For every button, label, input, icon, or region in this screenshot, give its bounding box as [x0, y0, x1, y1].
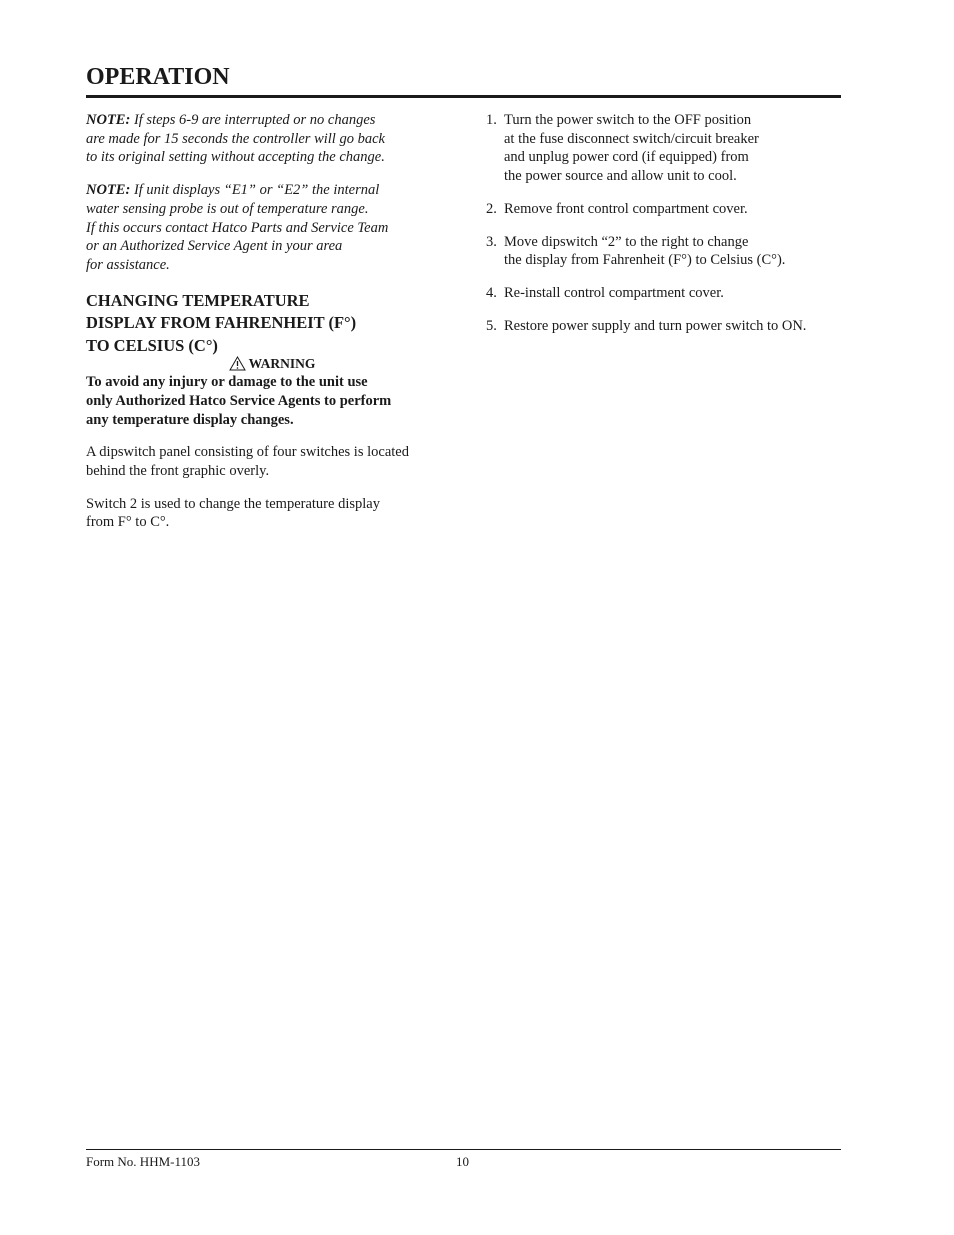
step-line: Turn the power switch to the OFF position [504, 112, 752, 128]
step-item [486, 233, 856, 270]
note-label: NOTE: [86, 182, 131, 199]
note-text: If steps 6-9 are interrupted or no changes [130, 112, 376, 128]
step-line: Remove front control compartment cover. [504, 200, 748, 217]
note-label: NOTE: [86, 112, 131, 128]
paragraph-line: Switch 2 is used to change the temperature display [86, 495, 380, 512]
note-text: If unit displays “E1” or “E2” the internal [130, 182, 380, 199]
title-rule [86, 95, 841, 98]
heading-line: DISPLAY FROM FAHRENHEIT (F°) [86, 313, 357, 333]
step-item [486, 317, 856, 336]
step-item [486, 284, 856, 303]
form-number: Form No. HHM-1103 [86, 1154, 200, 1169]
note-line: or an Authorized Service Agent in your area [86, 238, 343, 255]
footer-rule [86, 1149, 841, 1150]
step-number: 1. [486, 112, 497, 128]
note-line: water sensing probe is out of temperature range. [86, 200, 369, 217]
procedure-steps [486, 111, 856, 335]
paragraph-line: A dipswitch panel consisting of four switches is located [86, 444, 409, 461]
step-number: 3. [486, 233, 497, 250]
left-column [86, 111, 446, 546]
page-number: 10 [456, 1154, 469, 1169]
note-line: are made for 15 seconds the controller will go back [86, 130, 385, 147]
note-line: for assistance. [86, 256, 170, 273]
step-item [486, 200, 856, 219]
note-interrupted-steps [86, 111, 446, 167]
step-line: the display from Fahrenheit (F°) to Celsius (C°). [504, 252, 786, 269]
step-number: 2. [486, 200, 497, 217]
warning-label: WARNING [248, 356, 316, 372]
step-number: 5. [486, 317, 497, 334]
heading-line: CHANGING TEMPERATURE [86, 290, 310, 310]
step-item [486, 111, 856, 186]
warning-text [86, 373, 446, 429]
step-number: 4. [486, 284, 497, 301]
step-line: Restore power supply and turn power switch to ON. [504, 317, 807, 334]
warning-line: To avoid any injury or damage to the unit use [86, 374, 368, 391]
warning-triangle-icon [229, 356, 246, 371]
heading-line: TO CELSIUS (C°) [86, 335, 218, 355]
dipswitch-description [86, 443, 446, 480]
step-line: the power source and allow unit to cool. [504, 168, 737, 185]
right-column [486, 111, 856, 349]
step-line: and unplug power cord (if equipped) from [504, 149, 749, 166]
warning-line: any temperature display changes. [86, 411, 294, 428]
note-error-codes [86, 181, 446, 275]
paragraph-line: behind the front graphic overly. [86, 462, 270, 479]
section-heading [86, 290, 446, 358]
note-line [86, 111, 446, 130]
step-line: Re-install control compartment cover. [504, 284, 724, 301]
warning-header [86, 355, 446, 373]
step-line: at the fuse disconnect switch/circuit breaker [504, 130, 759, 147]
note-line [86, 181, 446, 200]
switch-2-description [86, 495, 446, 532]
step-line: Move dipswitch “2” to the right to change [504, 233, 749, 250]
page-title: OPERATION [86, 64, 230, 90]
paragraph-line: from F° to C°. [86, 514, 170, 531]
note-line: If this occurs contact Hatco Parts and Service Team [86, 219, 389, 236]
warning-line: only Authorized Hatco Service Agents to perform [86, 392, 392, 409]
note-line: to its original setting without accepting the change. [86, 149, 385, 166]
